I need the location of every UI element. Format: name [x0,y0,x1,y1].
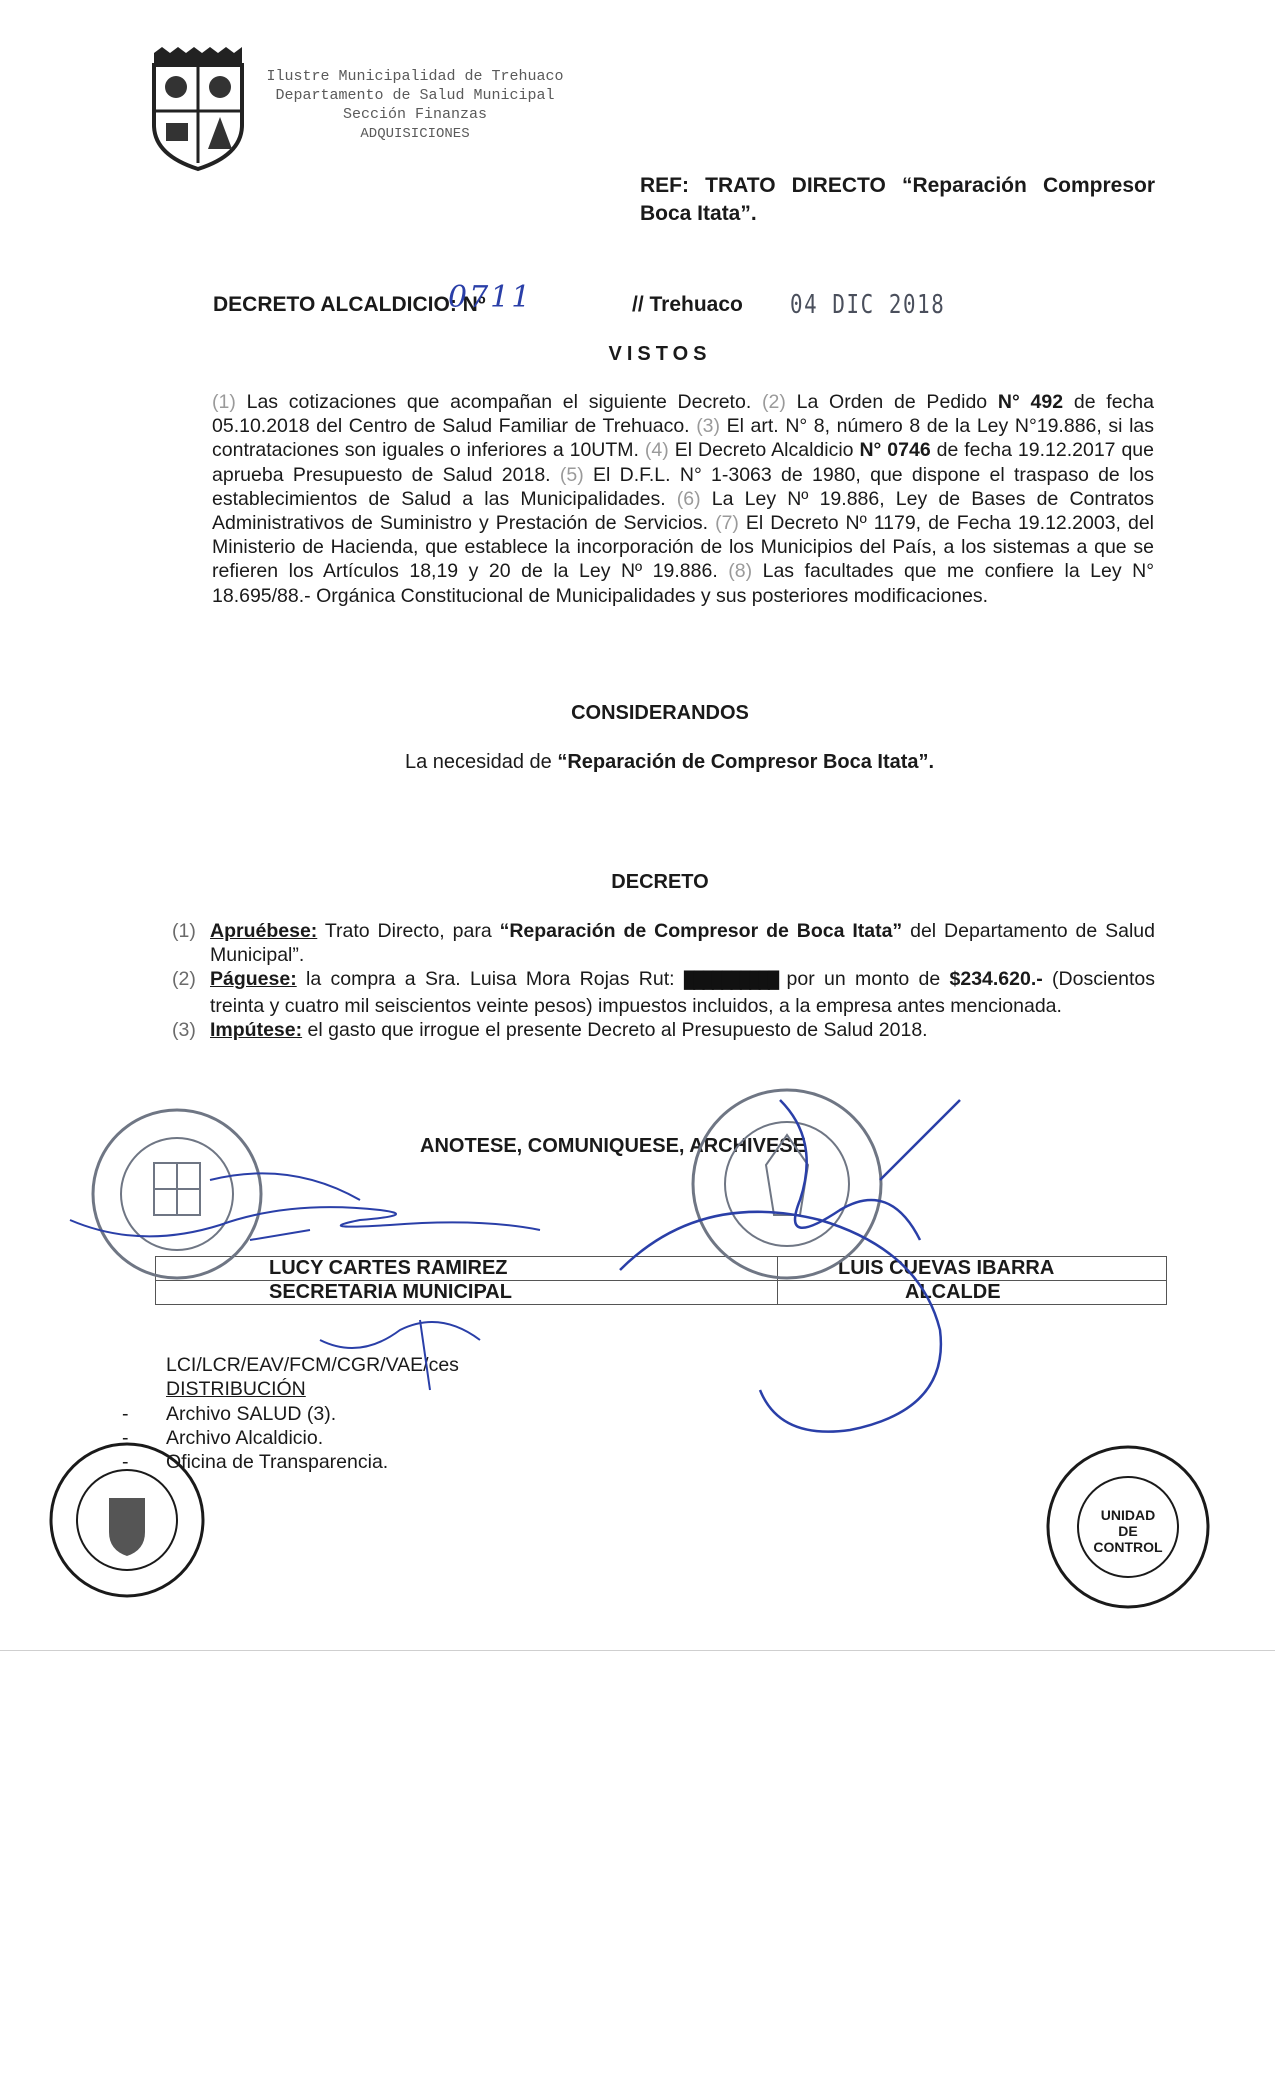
closing-text: ANOTESE, COMUNIQUESE, ARCHIVESE [420,1135,806,1157]
vistos-bold: N° 0746 [859,439,931,462]
signature-left-name: LUCY CARTES RAMIREZ [156,1257,778,1281]
decreto-item-text: el gasto que irrogue el presente Decreto al Presupuesto de Salud 2018. [302,1018,928,1041]
vistos-number: (2) [762,391,786,413]
list-bullet: - [122,1451,129,1473]
signature-right-title: ALCALDE [778,1281,1167,1305]
vistos-text: Las cotizaciones que acompañan el siguiente Decreto. [235,391,762,413]
decreto-item-text: por un monto de [777,968,950,991]
decreto-item [172,919,1155,967]
signature-right-name: LUIS CUEVAS IBARRA [778,1257,1167,1281]
vistos-number: (1) [212,391,236,413]
vistos-title: VISTOS [608,343,712,365]
list-bullet: - [122,1427,129,1449]
header-line-4: ADQUISICIONES [360,126,470,142]
header-line-1: Ilustre Municipalidad de Trehuaco [266,68,564,85]
vistos-number: (8) [728,560,753,583]
decreto-item-body [210,919,1155,967]
decreto-item-number: (2) [172,968,196,991]
ref-line-1: REF: TRATO DIRECTO “Reparación Compresor [640,174,1155,197]
distribution-item-text: Archivo Alcaldicio. [166,1427,324,1449]
decreto-items [172,919,1155,1042]
decreto-item-bold: $234.620.- [949,968,1043,991]
decreto-item-number: (3) [172,1018,196,1041]
vistos-text: El art. N° 8, número 8 de la Ley N°19.886, si las contrataciones son iguales o inferiores a 10UTM. [212,415,1154,462]
vistos-text: Las facultades que me confiere la Ley N° 18.695/88.- Orgánica Constitucional de Municipalidades y sus posteriores modificaciones. [212,560,1154,607]
decreto-item-number: (1) [172,920,196,942]
vistos-text: de fecha 05.10.2018 del Centro de Salud Familiar de Trehuaco. [212,391,1154,438]
decreto-alcaldicio-label: DECRETO ALCALDICIO: Nº [213,293,486,316]
decreto-item-body [210,967,1155,1017]
vistos-number: (7) [715,512,739,535]
date-stamp: 04 DIC 2018 [790,290,946,320]
considerandos-text [405,751,934,774]
decreto-item-text: la compra a Sra. Luisa Mora Rojas Rut: [296,968,684,991]
considerandos-bold: “Reparación de Compresor Boca Itata”. [557,751,935,773]
decreto-item-text: del Departamento de Salud Municipal”. [210,920,1155,967]
ref-line-2: Boca Itata”. [640,202,757,225]
vistos-text: La Orden de Pedido [785,391,998,413]
place-label: // Trehuaco [632,293,743,316]
considerandos-title: CONSIDERANDOS [571,702,749,724]
vistos-number: (5) [559,463,584,486]
decreto-item [172,1018,1155,1042]
initials-line: LCI/LCR/EAV/FCM/CGR/VAE/ces [166,1354,459,1376]
decreto-item-text: (Doscientos treinta y cuatro mil seiscientos veinte pesos) impuestos incluidos, a la empresa antes mencionada. [210,968,1156,1017]
decreto-number-handwritten: 0711 [448,280,533,315]
distribution-item-text: Archivo SALUD (3). [166,1403,337,1425]
decreto-item-text: Trato Directo, para [317,920,500,942]
vistos-number: (6) [676,487,701,510]
list-bullet: - [122,1403,129,1425]
vistos-bold: N° 492 [997,391,1064,413]
distribution-title: DISTRIBUCIÓN [166,1378,306,1400]
signature-left-title: SECRETARIA MUNICIPAL [156,1281,778,1305]
considerandos-prefix: La necesidad de [405,751,558,773]
svg-text:UNIDAD: UNIDAD [1100,1507,1156,1523]
svg-text:CONTROL: CONTROL [1093,1539,1163,1555]
vistos-number: (4) [644,439,669,462]
decreto-item-label: Impútese: [210,1018,303,1041]
svg-text:DE: DE [1118,1523,1138,1539]
decreto-item-bold: “Reparación de Compresor de Boca Itata” [499,920,903,942]
vistos-text: El Decreto Alcaldicio [668,439,860,462]
header-line-2: Departamento de Salud Municipal [275,87,555,104]
decreto-item-label: Páguese: [210,968,297,991]
decreto-item [172,967,1155,1017]
vistos-number: (3) [696,415,721,438]
decreto-item-label: Apruébese: [210,920,318,942]
vistos-text: de fecha 19.12.2017 que aprueba Presupuesto de Salud 2018. [212,439,1154,486]
decreto-title: DECRETO [611,871,709,893]
header-line-3: Sección Finanzas [342,106,488,123]
handwritten-signatures [60,1060,1210,1480]
vistos-text: El Decreto Nº 1179, de Fecha 19.12.2003, del Ministerio de Hacienda, que establece la incorporación de los Municipios del País, a los sistemas a que se refieren los Artículos 18,19 y 20 de la Ley Nº 19.886. [212,512,1154,583]
vistos-paragraph [212,390,1154,608]
distribution-item-text: Oficina de Transparencia. [166,1451,389,1473]
vistos-text: El D.F.L. N° 1-3063 de 1980, que dispone el traspaso de los establecimientos de Salud a las Municipalidades. [212,463,1154,510]
decreto-item-body [210,1018,1155,1042]
vistos-text: La Ley Nº 19.886, Ley de Bases de Contratos Administrativos de Suministro y Prestación de Servicios. [212,487,1154,535]
redacted-rut: ██████████ [683,972,778,990]
